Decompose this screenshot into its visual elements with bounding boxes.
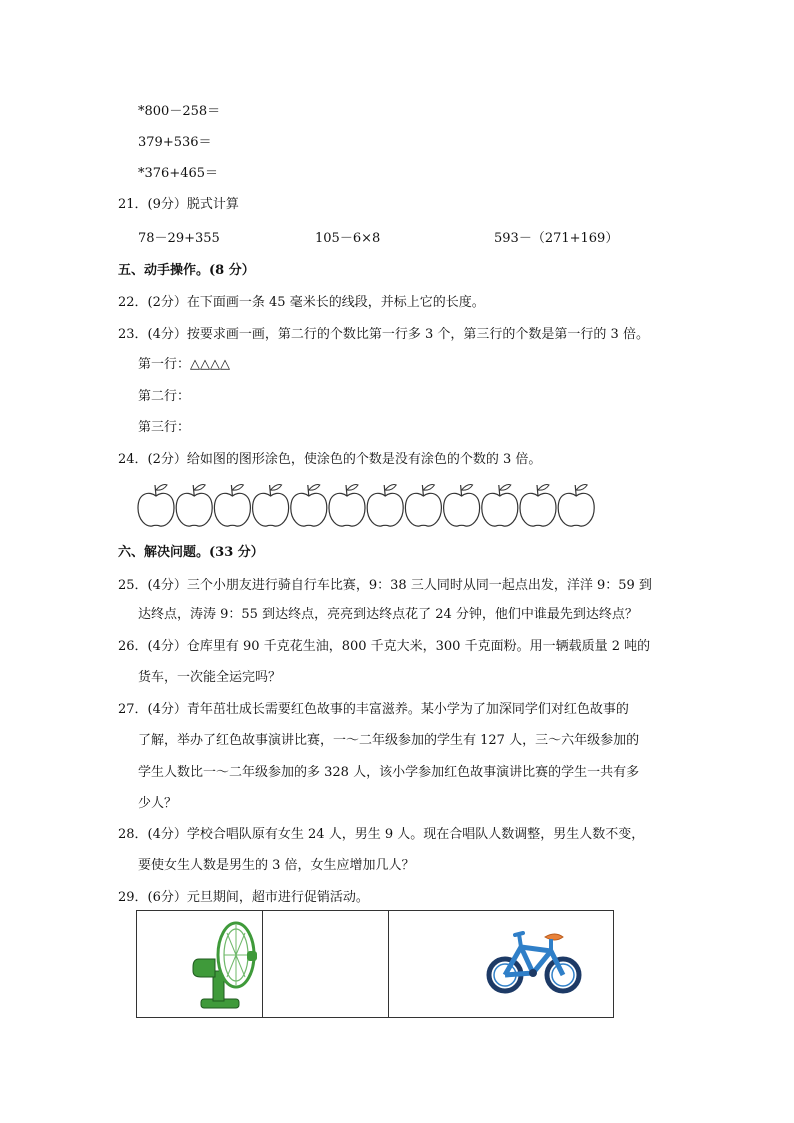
q22-text: 22．(2分）在下面画一条 45 毫米长的线段，并标上它的长度。 [118,295,485,310]
q26-line-1: 26．(4分）仓库里有 90 千克花生油，800 千克大米，300 千克面粉。用一辆载质量 2 吨的 [118,639,651,654]
q21-expr-1: 78－29+355 [138,231,220,246]
apple-icon[interactable] [214,485,250,527]
apple-icon[interactable] [444,485,480,527]
q27-line-2: 了解，举办了红色故事演讲比赛，一～二年级参加的学生有 127 人，三～六年级参加的 [138,733,640,748]
q23-row-1: 第一行：△△△△ [138,357,230,372]
calc-line-2: 379+536＝ [138,135,212,150]
apple-icon[interactable] [482,485,518,527]
q23-row-2: 第二行： [138,389,191,404]
apple-icon[interactable] [291,485,327,527]
q28-line-1: 28．(4分）学校合唱队原有女生 24 人，男生 9 人。现在合唱队人数调整，男生人数不变， [118,827,645,842]
promo-table [136,910,614,1018]
calc-line-3: *376+465＝ [138,166,219,181]
section-6-title: 六、解决问题。(33 分） [118,545,264,560]
empty-cell [263,911,389,1017]
apple-row [136,482,596,530]
apple-icon[interactable] [253,485,289,527]
q25-line-1: 25．(4分）三个小朋友进行骑自行车比赛，9：38 三人同时从同一起点出发，洋洋 9：59 到 [118,578,652,593]
q25-line-2: 达终点，涛涛 9：55 到达终点，亮亮到达终点花了 24 分钟，他们中谁最先到达终点？ [138,607,638,622]
apple-icon[interactable] [329,485,365,527]
apple-icon[interactable] [176,485,212,527]
q21-expr-3: 593－（271+169） [494,231,619,246]
apple-icon[interactable] [405,485,441,527]
section-5-title: 五、动手操作。(8 分） [118,263,255,278]
q27-line-4: 少人？ [138,796,178,811]
q27-line-3: 学生人数比一～二年级参加的多 328 人，该小学参加红色故事演讲比赛的学生一共有多 [138,765,640,780]
q29-text: 29．(6分）元旦期间，超市进行促销活动。 [118,890,369,905]
bike-cell [389,911,613,1017]
q28-line-2: 要使女生人数是男生的 3 倍，女生应增加几人？ [138,858,415,873]
q24-text: 24．(2分）给如图的图形涂色，使涂色的个数是没有涂色的个数的 3 倍。 [118,452,542,467]
q26-line-2: 货车，一次能全运完吗？ [138,670,282,685]
apple-icon[interactable] [367,485,403,527]
apple-icon[interactable] [520,485,556,527]
apple-icon[interactable] [138,485,174,527]
q21-label: 21．(9分）脱式计算 [118,197,239,212]
q21-expressions [138,230,618,248]
q23-text: 23．(4分）按要求画一画，第二行的个数比第一行多 3 个，第三行的个数是第一行的 3 倍。 [118,327,649,342]
q27-line-1: 27．(4分）青年茁壮成长需要红色故事的丰富滋养。某小学为了加深同学们对红色故事的 [118,702,629,717]
apple-icon[interactable] [558,485,594,527]
calc-line-1: *800－258＝ [138,104,221,119]
fan-icon [191,919,261,1011]
q23-row-3: 第三行： [138,420,191,435]
bicycle-icon [485,927,585,997]
q21-expr-2: 105－6×8 [315,231,381,246]
fan-cell [137,911,263,1017]
